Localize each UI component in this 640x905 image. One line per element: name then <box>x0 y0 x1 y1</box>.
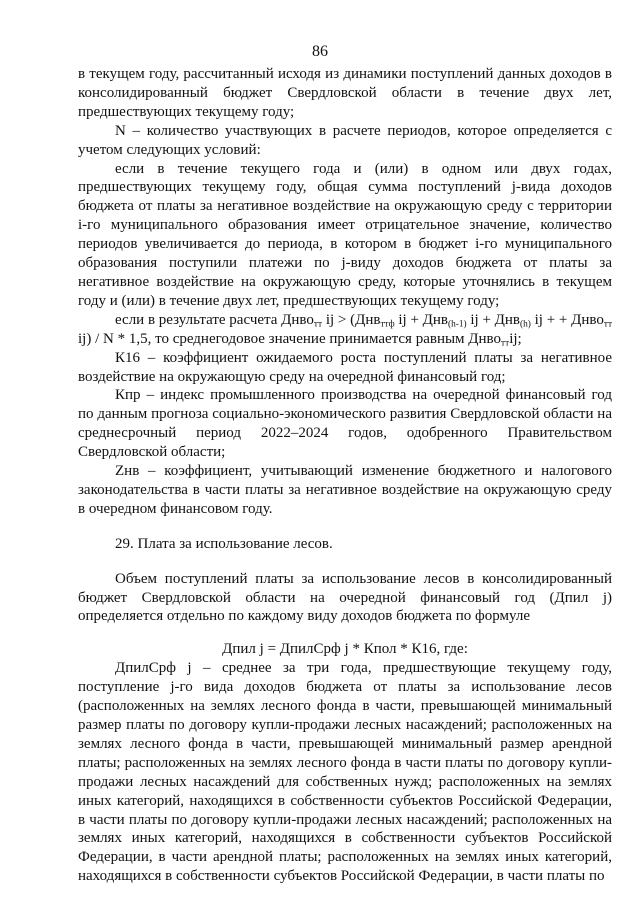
condition-text: ij; <box>509 330 522 347</box>
condition-text: ij) / N * 1,5, то среднегодовое значение принимается равным Днво <box>78 330 502 347</box>
condition-text: если в результате расчета Днво <box>115 311 314 328</box>
subscript: тт <box>603 319 613 330</box>
paragraph-condition-1: если в течение текущего года и (или) в одном или двух годах, предшествующих текущему году, общая сумма поступлений j-вида доходов бюджета от платы за негативное воздействие на окружающую среду с территории i-го муниципального образования имеет отрицательное значение, количество периодов увеличивается до периода, в котором в бюджет i-го муниципального образования поступили платежи по j-виду доходов бюджета от платы за негативное воздействие на окружающую среду, которые уточнялись в текущем году и (или) в течение двух лет, предшествующих текущему году; <box>78 160 612 309</box>
document-body <box>78 65 612 886</box>
condition-text: ij + Днв <box>466 311 521 328</box>
formula: Дпил j = ДпилСрф j * Кпол * К16, где: <box>222 641 468 658</box>
paragraph-dpilsrf-definition: ДпилСрф j – среднее за три года, предшествующие текущему году, поступление j-го вида доходов бюджета от платы за использование лесов (расположенных на землях лесного фонда в части, превышающей минимальный размер платы по договору купли-продажи лесных насаждений; расположенных на землях лесного фонда в части, превышающей минимальный размер арендной платы; расположенных на землях лесного фонда в части платы по договору купли-продажи лесных насаждений для собственных нужд; расположенных на землях иных категорий, находящихся в собственности субъектов Российской Федерации, в части платы по договору купли-продажи лесных насаждений; расположенных на землях иных категорий, находящихся в собственности субъектов Российской Федерации, в части арендной платы; расположенных на землях иных категорий, находящихся в собственности субъектов Российской Федерации, в части платы по <box>78 660 612 885</box>
paragraph-n-definition: N – количество участвующих в расчете периодов, которое определяется с учетом следующих условий: <box>78 122 612 158</box>
condition-text: ij + + Днво <box>530 311 604 328</box>
paragraph-continuation: в текущем году, рассчитанный исходя из динамики поступлений данных доходов в консолидированный бюджет Свердловской области в течение двух лет, предшествующих текущему году; <box>78 66 612 120</box>
page-number: 86 <box>312 43 328 60</box>
paragraph-znv-definition: Zнв – коэффициент, учитывающий изменение бюджетного и налогового законодательства в части платы за негативное воздействие на окружающую среду в очередном финансовом году. <box>78 463 612 517</box>
subscript: (h-1) <box>448 319 467 330</box>
subscript: ттф <box>380 319 395 330</box>
paragraph-k16-definition: К16 – коэффициент ожидаемого роста поступлений платы за негативное воздействие на окружающую среду на очередной финансовый год; <box>78 349 612 385</box>
condition-text: ij + Днв <box>394 311 449 328</box>
section-heading: 29. Плата за использование лесов. <box>115 535 333 552</box>
subscript: (h) <box>520 319 531 330</box>
paragraph-condition-2 <box>78 311 612 349</box>
subscript: тт <box>313 319 323 330</box>
condition-text: ij > (Днв <box>322 311 381 328</box>
paragraph-kpr-definition: Кпр – индекс промышленного производства на очередной финансовый год по данным прогноза социально-экономического развития Свердловской области на среднесрочный период 2022–2024 годов, одобренного Правительством Свердловской области; <box>78 387 612 461</box>
paragraph-forest-volume: Объем поступлений платы за использование лесов в консолидированный бюджет Свердловской области на очередной финансовый год (Дпил j) определяется отдельно по каждому виду доходов бюджета по формуле <box>78 570 612 625</box>
subscript: тт <box>501 338 510 348</box>
